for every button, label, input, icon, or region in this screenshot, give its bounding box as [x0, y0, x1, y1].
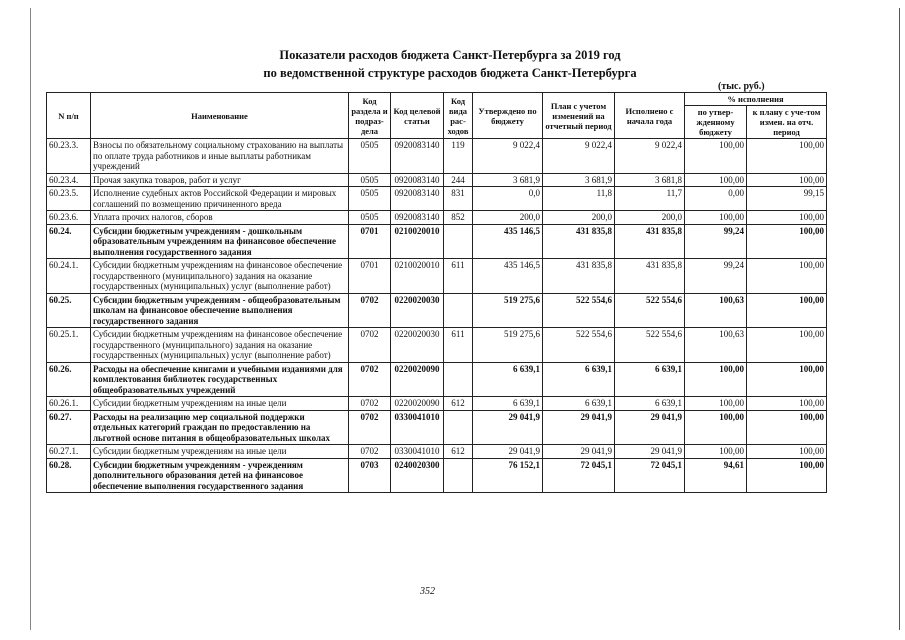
row-section-code: 0505 [349, 139, 391, 174]
row-plan: 11,8 [543, 187, 615, 211]
budget-table [46, 92, 827, 493]
row-pct-plan: 100,00 [747, 445, 827, 459]
row-approved: 6 639,1 [473, 397, 543, 411]
row-num: 60.23.6. [47, 211, 91, 225]
row-pct-approved: 100,63 [685, 293, 747, 328]
row-approved: 29 041,9 [473, 410, 543, 445]
page-number: 352 [420, 586, 435, 597]
row-section-code: 0505 [349, 187, 391, 211]
row-name: Расходы на реализацию мер социальной поддержки отдельных категорий граждан по предоставлению на льготной основе питания в общеобразовательных школах [91, 410, 349, 445]
row-plan: 522 554,6 [543, 328, 615, 363]
row-approved: 435 146,5 [473, 259, 543, 294]
row-name: Прочая закупка товаров, работ и услуг [91, 173, 349, 187]
row-name: Уплата прочих налогов, сборов [91, 211, 349, 225]
row-plan: 431 835,8 [543, 224, 615, 259]
row-expense-type: 852 [444, 211, 473, 225]
row-pct-plan: 100,00 [747, 328, 827, 363]
row-pct-approved: 100,00 [685, 173, 747, 187]
row-pct-approved: 99,24 [685, 259, 747, 294]
row-executed: 9 022,4 [615, 139, 685, 174]
row-pct-approved: 100,00 [685, 410, 747, 445]
row-expense-type [444, 224, 473, 259]
row-approved: 9 022,4 [473, 139, 543, 174]
row-expense-type [444, 410, 473, 445]
header-percent-group: % исполнения [685, 93, 827, 106]
row-num: 60.25. [47, 293, 91, 328]
row-target-code: 0210020010 [391, 224, 444, 259]
row-num: 60.26. [47, 362, 91, 397]
row-expense-type: 612 [444, 445, 473, 459]
row-name: Исполнение судебных актов Российской Федерации и мировых соглашений по возмещению причиненного вреда [91, 187, 349, 211]
row-pct-approved: 100,00 [685, 445, 747, 459]
row-executed: 200,0 [615, 211, 685, 225]
row-approved: 29 041,9 [473, 445, 543, 459]
row-target-code: 0920083140 [391, 187, 444, 211]
table-row [47, 410, 827, 445]
row-executed: 6 639,1 [615, 397, 685, 411]
row-plan: 431 835,8 [543, 259, 615, 294]
table-row [47, 458, 827, 493]
row-plan: 200,0 [543, 211, 615, 225]
header-pct-plan: к плану с уче-том измен. на отч. период [747, 106, 827, 139]
table-row [47, 397, 827, 411]
row-section-code: 0702 [349, 362, 391, 397]
row-name: Субсидии бюджетным учреждениям на иные цели [91, 397, 349, 411]
row-num: 60.26.1. [47, 397, 91, 411]
row-section-code: 0702 [349, 410, 391, 445]
document-title [200, 46, 700, 82]
row-plan: 6 639,1 [543, 397, 615, 411]
header-expense-type: Код вида рас-ходов [444, 93, 473, 139]
row-target-code: 0330041010 [391, 445, 444, 459]
row-approved: 200,0 [473, 211, 543, 225]
table-row [47, 328, 827, 363]
header-executed: Исполнено с начала года [615, 93, 685, 139]
table-header [47, 93, 827, 139]
row-num: 60.23.3. [47, 139, 91, 174]
row-target-code: 0220020030 [391, 328, 444, 363]
row-plan: 29 041,9 [543, 410, 615, 445]
row-expense-type: 611 [444, 328, 473, 363]
table-row [47, 259, 827, 294]
row-pct-approved: 100,00 [685, 211, 747, 225]
row-expense-type: 244 [444, 173, 473, 187]
table-body [47, 139, 827, 493]
row-target-code: 0240020300 [391, 458, 444, 493]
row-name: Субсидии бюджетным учреждениям на иные цели [91, 445, 349, 459]
row-pct-plan: 100,00 [747, 293, 827, 328]
row-approved: 6 639,1 [473, 362, 543, 397]
table-row [47, 139, 827, 174]
row-name: Субсидии бюджетным учреждениям - общеобразовательным школам на финансовое обеспечение выполнения государственного задания [91, 293, 349, 328]
row-pct-plan: 100,00 [747, 259, 827, 294]
row-target-code: 0220020090 [391, 362, 444, 397]
table-row [47, 224, 827, 259]
row-expense-type [444, 362, 473, 397]
header-plan: План с учетом изменений на отчетный период [543, 93, 615, 139]
row-num: 60.23.5. [47, 187, 91, 211]
header-num: N п/п [47, 93, 91, 139]
row-approved: 76 152,1 [473, 458, 543, 493]
row-name: Субсидии бюджетным учреждениям - дошкольным образовательным учреждениям на финансовое обеспечение выполнения государственного задания [91, 224, 349, 259]
row-pct-approved: 0,00 [685, 187, 747, 211]
row-pct-approved: 94,61 [685, 458, 747, 493]
row-executed: 431 835,8 [615, 224, 685, 259]
row-pct-plan: 100,00 [747, 173, 827, 187]
row-expense-type: 611 [444, 259, 473, 294]
row-name: Взносы по обязательному социальному страхованию на выплаты по оплате труда работников и иные выплаты работникам учреждений [91, 139, 349, 174]
table-row [47, 211, 827, 225]
row-plan: 522 554,6 [543, 293, 615, 328]
title-line-1: Показатели расходов бюджета Санкт-Петербурга за 2019 год [279, 48, 621, 62]
row-expense-type [444, 458, 473, 493]
row-approved: 0,0 [473, 187, 543, 211]
row-executed: 522 554,6 [615, 328, 685, 363]
row-target-code: 0920083140 [391, 139, 444, 174]
row-plan: 9 022,4 [543, 139, 615, 174]
header-target-code: Код целевой статьи [391, 93, 444, 139]
row-num: 60.23.4. [47, 173, 91, 187]
row-executed: 431 835,8 [615, 259, 685, 294]
row-section-code: 0701 [349, 224, 391, 259]
row-num: 60.27.1. [47, 445, 91, 459]
row-executed: 11,7 [615, 187, 685, 211]
units-label: (тыс. руб.) [718, 81, 765, 92]
table-row [47, 445, 827, 459]
row-approved: 435 146,5 [473, 224, 543, 259]
row-num: 60.24. [47, 224, 91, 259]
row-num: 60.27. [47, 410, 91, 445]
row-section-code: 0702 [349, 293, 391, 328]
row-section-code: 0702 [349, 397, 391, 411]
row-target-code: 0220020090 [391, 397, 444, 411]
row-pct-plan: 100,00 [747, 458, 827, 493]
header-section-code: Код раздела и подраз-дела [349, 93, 391, 139]
row-plan: 72 045,1 [543, 458, 615, 493]
row-name: Субсидии бюджетным учреждениям на финансовое обеспечение государственного (муниципального) задания на оказание государственных (муниципальных) услуг (выполнение работ) [91, 259, 349, 294]
title-line-2: по ведомственной структуре расходов бюджета Санкт-Петербурга [263, 66, 637, 80]
row-pct-plan: 100,00 [747, 410, 827, 445]
row-executed: 29 041,9 [615, 445, 685, 459]
row-approved: 519 275,6 [473, 293, 543, 328]
row-pct-plan: 100,00 [747, 139, 827, 174]
row-executed: 6 639,1 [615, 362, 685, 397]
row-pct-approved: 99,24 [685, 224, 747, 259]
row-section-code: 0702 [349, 328, 391, 363]
row-target-code: 0220020030 [391, 293, 444, 328]
table-row [47, 362, 827, 397]
row-executed: 29 041,9 [615, 410, 685, 445]
row-executed: 72 045,1 [615, 458, 685, 493]
table-row [47, 173, 827, 187]
row-target-code: 0210020010 [391, 259, 444, 294]
row-num: 60.24.1. [47, 259, 91, 294]
row-name: Субсидии бюджетным учреждениям - учреждениям дополнительного образования детей на финансовое обеспечение выполнения государственного задания [91, 458, 349, 493]
row-plan: 3 681,9 [543, 173, 615, 187]
row-expense-type: 612 [444, 397, 473, 411]
row-name: Расходы на обеспечение книгами и учебными изданиями для комплектования библиотек государственных общеобразовательных учреждений [91, 362, 349, 397]
row-pct-plan: 100,00 [747, 397, 827, 411]
header-pct-approved: по утвер-жденному бюджету [685, 106, 747, 139]
row-pct-approved: 100,00 [685, 362, 747, 397]
row-num: 60.25.1. [47, 328, 91, 363]
row-plan: 6 639,1 [543, 362, 615, 397]
row-pct-plan: 100,00 [747, 211, 827, 225]
row-executed: 522 554,6 [615, 293, 685, 328]
row-expense-type [444, 293, 473, 328]
row-target-code: 0920083140 [391, 173, 444, 187]
row-section-code: 0702 [349, 445, 391, 459]
row-num: 60.28. [47, 458, 91, 493]
row-plan: 29 041,9 [543, 445, 615, 459]
row-pct-approved: 100,63 [685, 328, 747, 363]
row-expense-type: 831 [444, 187, 473, 211]
row-section-code: 0703 [349, 458, 391, 493]
row-pct-plan: 100,00 [747, 224, 827, 259]
table-row [47, 293, 827, 328]
row-target-code: 0920083140 [391, 211, 444, 225]
table-row [47, 187, 827, 211]
header-approved: Утверждено по бюджету [473, 93, 543, 139]
row-pct-plan: 100,00 [747, 362, 827, 397]
row-approved: 3 681,9 [473, 173, 543, 187]
row-pct-approved: 100,00 [685, 139, 747, 174]
header-name: Наименование [91, 93, 349, 139]
row-target-code: 0330041010 [391, 410, 444, 445]
row-section-code: 0505 [349, 211, 391, 225]
row-approved: 519 275,6 [473, 328, 543, 363]
row-pct-approved: 100,00 [685, 397, 747, 411]
row-section-code: 0701 [349, 259, 391, 294]
row-executed: 3 681,8 [615, 173, 685, 187]
row-name: Субсидии бюджетным учреждениям на финансовое обеспечение государственного (муниципального) задания на оказание государственных (муниципальных) услуг (выполнение работ) [91, 328, 349, 363]
row-pct-plan: 99,15 [747, 187, 827, 211]
row-section-code: 0505 [349, 173, 391, 187]
row-expense-type: 119 [444, 139, 473, 174]
